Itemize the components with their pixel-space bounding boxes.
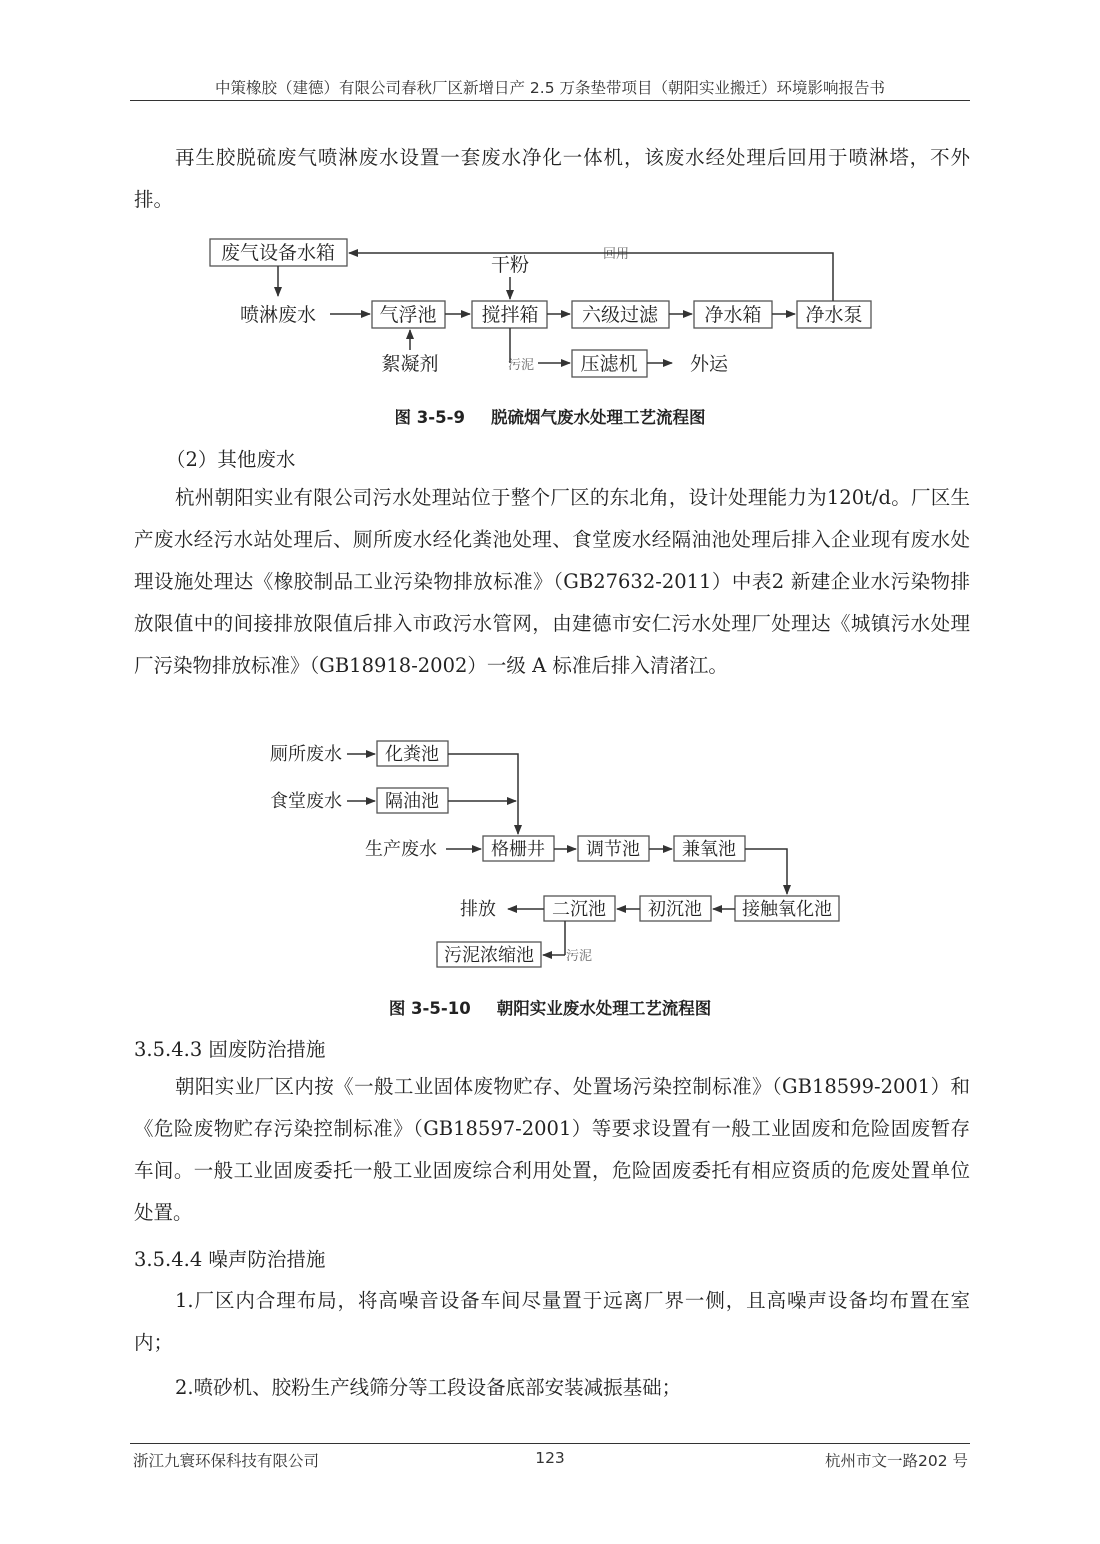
node-anoxic: 兼氧池 <box>682 839 736 860</box>
node-canteen: 食堂废水 <box>270 791 342 812</box>
node-secondary: 二沉池 <box>552 899 606 920</box>
section-solid-waste-title: 3.5.4.3 固废防治措施 <box>134 1038 326 1061</box>
noise-measure-1: 1.厂区内合理布局，将高噪音设备车间尽量置于远离厂界一侧，且高噪声设备均布置在室内； <box>134 1289 970 1354</box>
intro-paragraph: 再生胶脱硫废气喷淋废水设置一套废水净化一体机，该废水经处理后回用于喷淋塔，不外排。 <box>134 146 970 211</box>
noise-measure-2: 2.喷砂机、胶粉生产线筛分等工段设备底部安装减振基础； <box>175 1376 682 1399</box>
footer-address: 杭州市文一路202 号 <box>824 1452 968 1470</box>
node-contact: 接触氧化池 <box>742 899 832 920</box>
node-discharge: 排放 <box>460 899 496 920</box>
node-powder: 干粉 <box>490 254 530 276</box>
label-sludge: 污泥 <box>507 358 535 373</box>
caption-1-title: 脱硫烟气废水处理工艺流程图 <box>490 408 706 427</box>
footer-rule <box>130 1443 970 1444</box>
node-grease: 隔油池 <box>385 791 439 812</box>
figure-caption-1 <box>0 404 1100 428</box>
chaoyang-wastewater-flow-diagram <box>0 732 1100 972</box>
node-grille: 格栅井 <box>491 839 545 860</box>
label-reuse: 回用 <box>602 247 630 262</box>
node-press: 压滤机 <box>580 353 638 375</box>
figure-caption-2 <box>0 995 1100 1019</box>
label-sludge-2: 污泥 <box>565 949 593 964</box>
solid-waste-paragraph: 朝阳实业厂区内按《一般工业固体废物贮存、处置场污染控制标准》（GB18599-2001）和《危险废物贮存污染控制标准》（GB18597-2001）等要求设置有一般工业固废和危险固废暂存车间。一般工业固废委托一般工业固废综合利用处置，危险固废委托有相应资质的危废处置单位处置。 <box>134 1075 970 1224</box>
page-header: 中策橡胶（建德）有限公司春秋厂区新增日产 2.5 万条垫带项目（朝阳实业搬迁）环境影响报告书 <box>214 79 885 97</box>
other-wastewater-paragraph: 杭州朝阳实业有限公司污水处理站位于整个厂区的东北角，设计处理能力为120t/d。厂区生产废水经污水站处理后、厕所废水经化粪池处理、食堂废水经隔油池处理后排入企业现有废水处理设施处理达《橡胶制品工业污染物排放标准》（GB27632-2011）中表2 新建企业水污染物排放限值中的间接排放限值后排入市政污水管网，由建德市安仁污水处理厂处理达《城镇污水处理厂污染物排放标准》（GB18918-2002）一级 A 标准后排入清渚江。 <box>134 486 970 677</box>
node-primary: 初沉池 <box>648 899 702 920</box>
node-thicken: 污泥浓缩池 <box>444 945 534 966</box>
node-production: 生产废水 <box>365 839 437 860</box>
node-adjust: 调节池 <box>586 839 640 860</box>
caption-1-number: 图 3-5-9 <box>394 408 465 427</box>
desulfurization-wastewater-flow-diagram <box>0 228 1100 388</box>
footer-company: 浙江九寰环保科技有限公司 <box>133 1452 320 1470</box>
page-number: 123 <box>535 1449 565 1467</box>
node-mixer: 搅拌箱 <box>481 304 539 326</box>
node-clean-tank: 净水箱 <box>704 304 762 326</box>
node-flocculant: 絮凝剂 <box>381 353 439 375</box>
header-rule <box>130 100 970 101</box>
caption-2-title: 朝阳实业废水处理工艺流程图 <box>496 999 712 1018</box>
section-2-title: （2）其他废水 <box>166 448 296 471</box>
node-septic: 化粪池 <box>385 744 439 765</box>
caption-2-number: 图 3-5-10 <box>388 999 471 1018</box>
section-noise-title: 3.5.4.4 噪声防治措施 <box>134 1248 326 1271</box>
reuse-arrow <box>349 253 833 301</box>
node-spray: 喷淋废水 <box>239 304 317 326</box>
node-toilet: 厕所废水 <box>270 744 342 765</box>
node-float: 气浮池 <box>379 304 437 326</box>
node-out: 外运 <box>689 353 729 375</box>
node-tank: 废气设备水箱 <box>220 242 336 264</box>
node-filter: 六级过滤 <box>581 304 659 326</box>
node-pump: 净水泵 <box>805 304 863 326</box>
